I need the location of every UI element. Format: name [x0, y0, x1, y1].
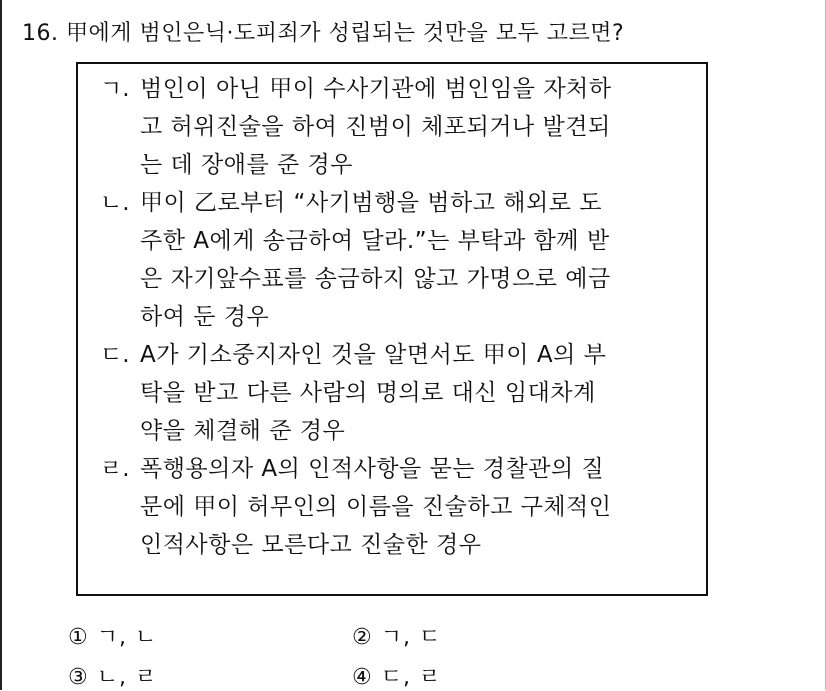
item-line: 하여 둔 경우 [140, 304, 270, 330]
statement-item-nieun [100, 184, 695, 336]
statement-item-digeut [100, 336, 695, 450]
left-border [0, 0, 2, 690]
item-marker: ㄱ. [100, 76, 130, 102]
answer-choice-1[interactable]: ① ㄱ, ㄴ [68, 625, 158, 650]
item-line: 고 허위진술을 하여 진범이 체포되거나 발견되 [140, 114, 611, 140]
statement-item-giyeok [100, 70, 695, 184]
item-marker: ㄹ. [100, 456, 130, 482]
statement-item-rieul [100, 450, 695, 564]
item-line: 폭행용의자 A의 인적사항을 묻는 경찰관의 질 [140, 456, 605, 482]
answer-choice-2[interactable]: ② ㄱ, ㄷ [352, 625, 442, 650]
item-marker: ㄷ. [100, 342, 130, 368]
item-line: 인적사항은 모른다고 진술한 경우 [140, 532, 482, 558]
item-marker: ㄴ. [100, 190, 130, 216]
item-line: A가 기소중지자인 것을 알면서도 甲이 A의 부 [140, 342, 607, 368]
item-line: 문에 甲이 허무인의 이름을 진술하고 구체적인 [140, 494, 612, 520]
statement-box [76, 62, 708, 596]
item-line: 탁을 받고 다른 사람의 명의로 대신 임대차계 [140, 380, 596, 406]
item-line: 주한 A에게 송금하여 달라.”는 부탁과 함께 받 [140, 228, 610, 254]
question-text: 16. 甲에게 범인은닉·도피죄가 성립되는 것만을 모두 고르면? [22, 21, 625, 46]
item-line: 甲이 乙로부터 “사기범행을 범하고 해외로 도 [140, 190, 602, 216]
answer-choice-3[interactable]: ③ ㄴ, ㄹ [68, 665, 158, 690]
item-line: 범인이 아닌 甲이 수사기관에 범인임을 자처하 [140, 76, 612, 102]
item-line: 약을 체결해 준 경우 [140, 418, 346, 444]
item-line: 는 데 장애를 준 경우 [140, 152, 353, 178]
answer-choice-4[interactable]: ④ ㄷ, ㄹ [352, 665, 442, 690]
item-line: 은 자기앞수표를 송금하지 않고 가명으로 예금 [140, 266, 611, 292]
